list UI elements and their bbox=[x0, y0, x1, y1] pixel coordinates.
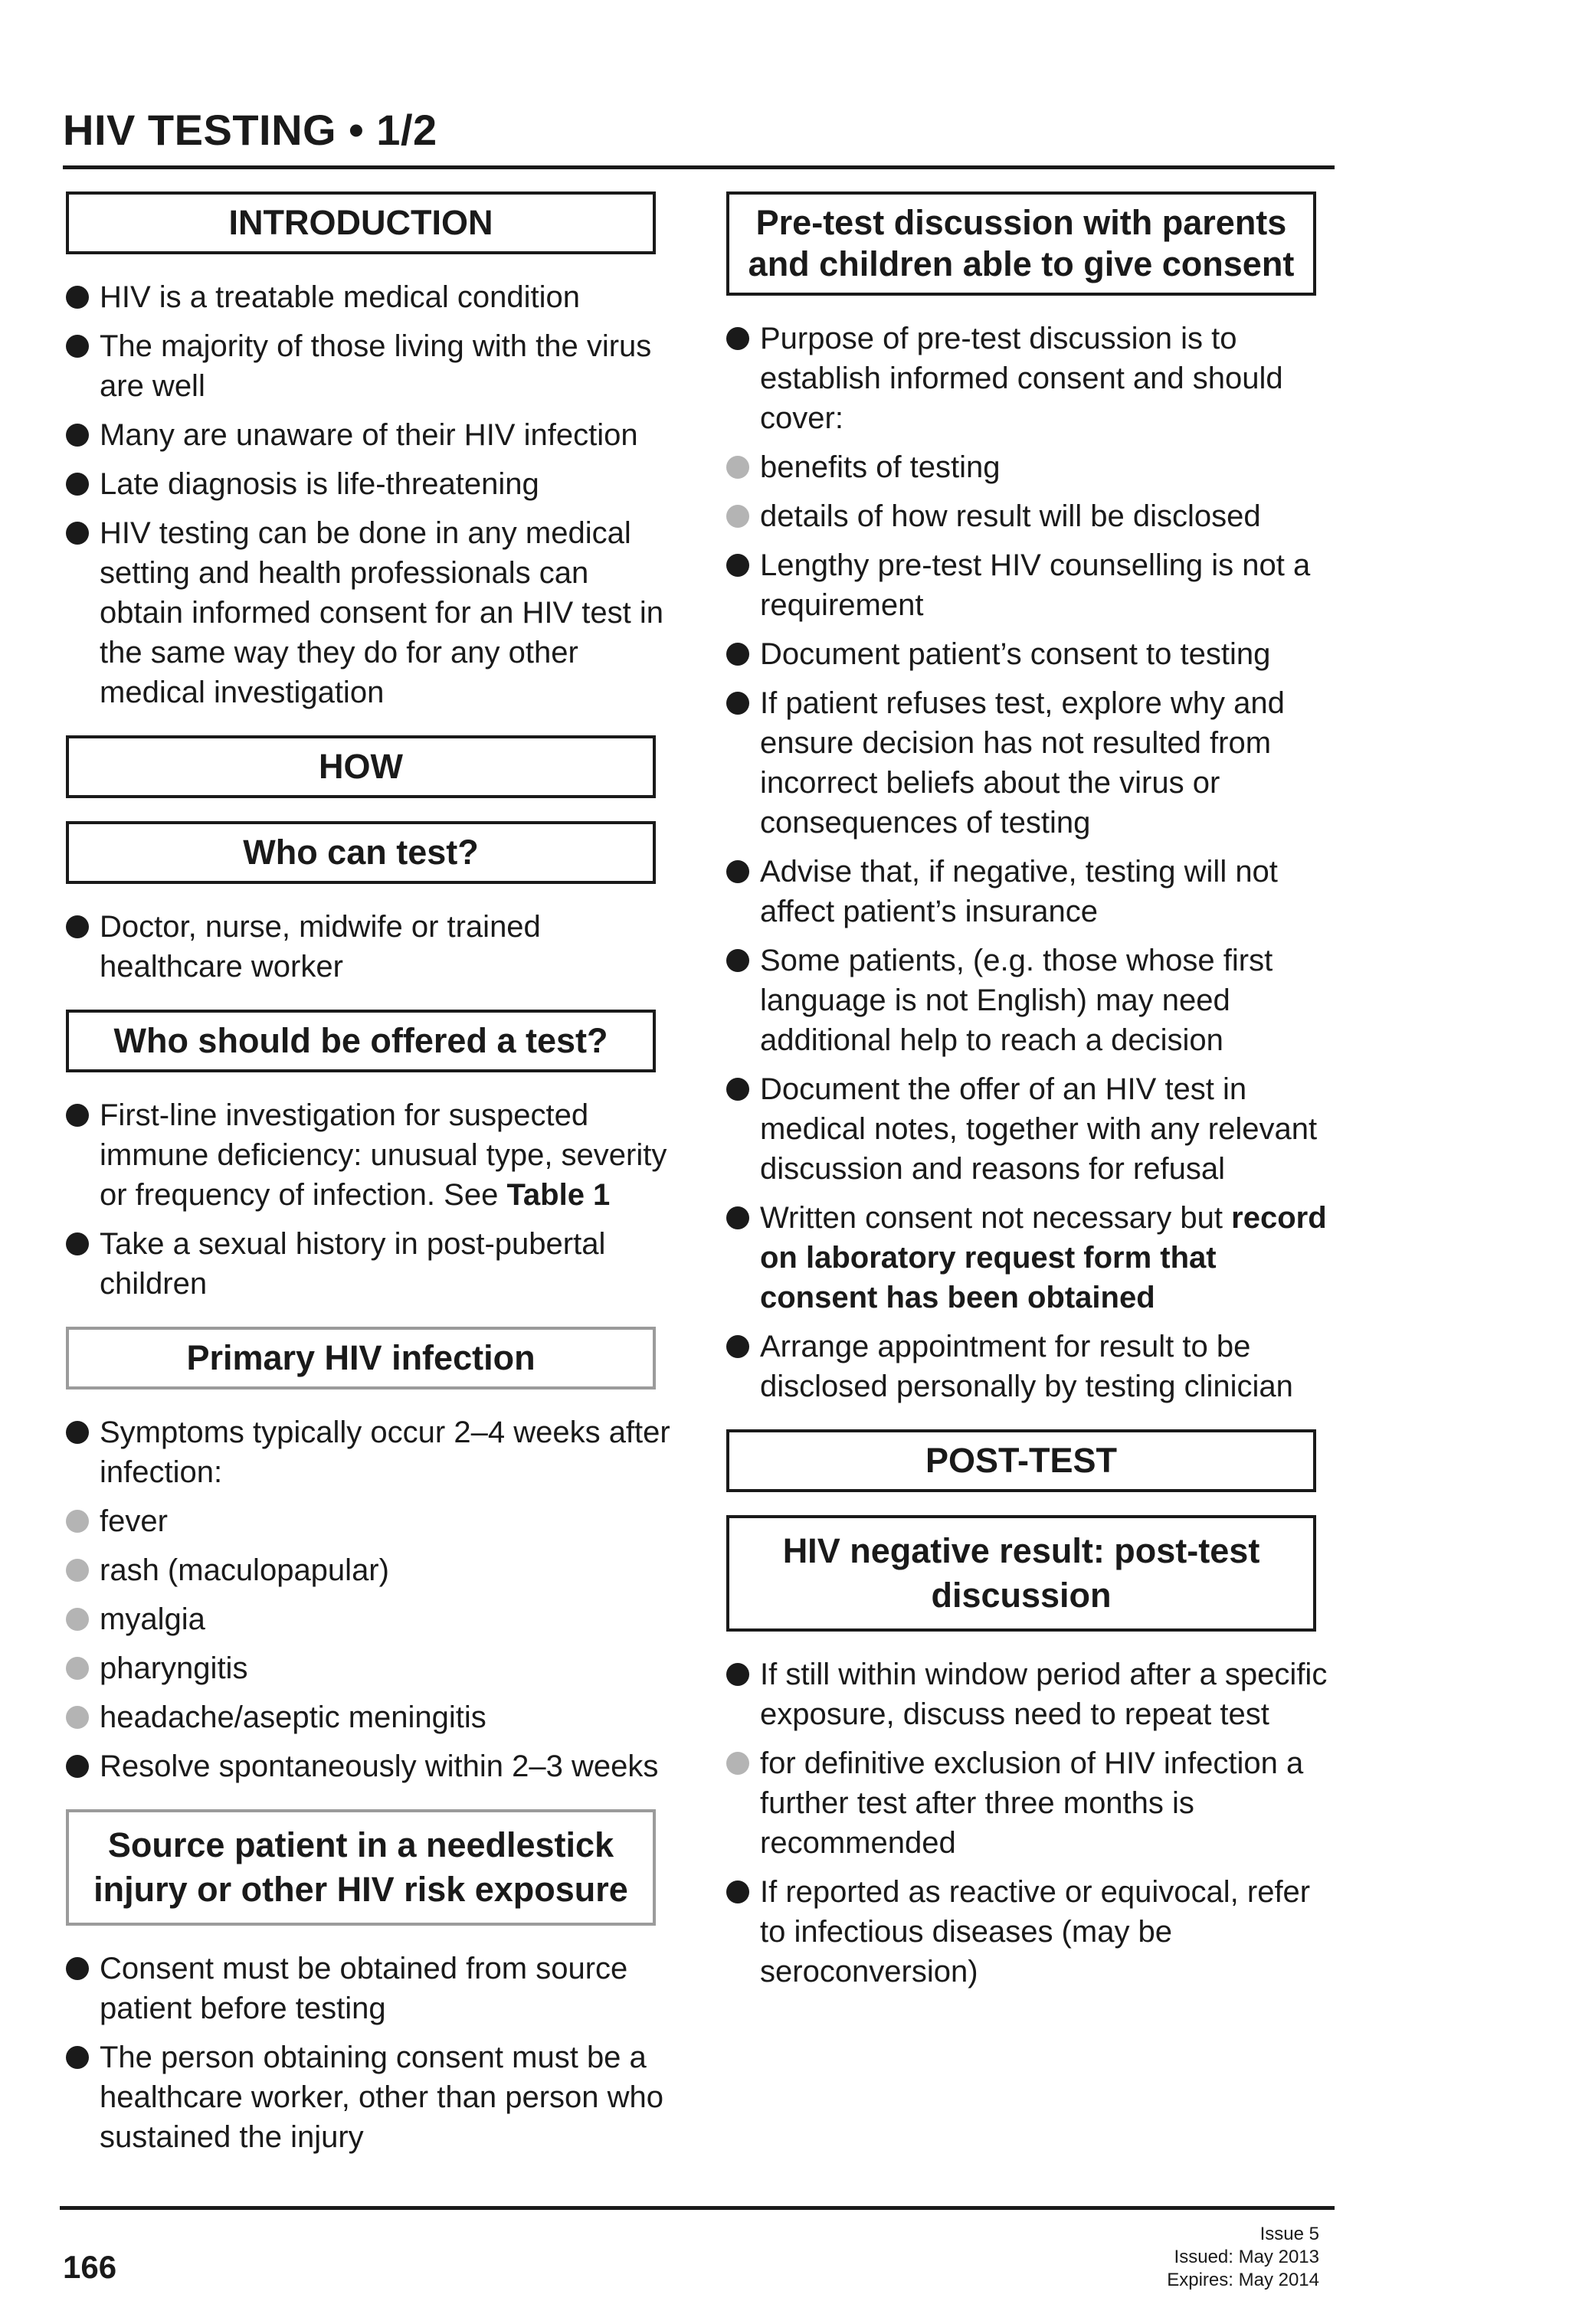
bullet-icon bbox=[66, 915, 89, 938]
bullet-icon bbox=[726, 1880, 749, 1903]
who-offered-list bbox=[66, 1095, 671, 1304]
list-item: Many are unaware of their HIV infection bbox=[66, 415, 671, 455]
who-can-test-heading: Who can test? bbox=[66, 821, 656, 884]
list-item: myalgia bbox=[66, 1599, 671, 1639]
issue-number: Issue 5 bbox=[1259, 2224, 1319, 2244]
expiry-date: Expires: May 2014 bbox=[1167, 2270, 1319, 2290]
bullet-icon bbox=[66, 424, 89, 447]
list-item: Take a sexual history in post-pubertal children bbox=[66, 1224, 671, 1304]
sub-bullet-icon bbox=[66, 1559, 89, 1582]
bullet-icon bbox=[726, 1335, 749, 1358]
bullet-icon bbox=[66, 1232, 89, 1255]
sub-bullet-icon bbox=[66, 1657, 89, 1680]
list-item: headache/aseptic meningitis bbox=[66, 1697, 671, 1737]
list-item: details of how result will be disclosed bbox=[726, 496, 1332, 536]
bullet-icon bbox=[66, 473, 89, 496]
bullet-icon bbox=[726, 1206, 749, 1229]
sub-bullet-icon bbox=[66, 1608, 89, 1631]
list-item: Written consent not necessary but record on laboratory request form that consent has been obtained bbox=[726, 1198, 1332, 1317]
page-title: HIV TESTING • 1/2 bbox=[63, 106, 437, 154]
bullet-icon bbox=[66, 1755, 89, 1778]
list-item: Advise that, if negative, testing will not affect patient’s insurance bbox=[726, 852, 1332, 931]
table-reference: Table 1 bbox=[506, 1178, 611, 1212]
primary-infection-list bbox=[66, 1412, 671, 1786]
source-patient-heading: Source patient in a needlestick injury or other HIV risk exposure bbox=[66, 1809, 656, 1926]
footer-divider bbox=[60, 2206, 1335, 2210]
bullet-icon bbox=[66, 2046, 89, 2069]
sub-bullet-icon bbox=[66, 1706, 89, 1729]
list-item: benefits of testing bbox=[726, 447, 1332, 487]
who-can-test-list bbox=[66, 907, 671, 987]
bullet-icon bbox=[66, 286, 89, 309]
right-column bbox=[726, 191, 1332, 2015]
list-item: for definitive exclusion of HIV infection a further test after three months is recommended bbox=[726, 1743, 1332, 1863]
who-offered-heading: Who should be offered a test? bbox=[66, 1010, 656, 1072]
pretest-list bbox=[726, 319, 1332, 1406]
pretest-heading: Pre-test discussion with parents and children able to give consent bbox=[726, 191, 1316, 296]
left-column bbox=[66, 191, 671, 2180]
list-item: The majority of those living with the virus are well bbox=[66, 326, 671, 406]
negative-result-list bbox=[726, 1655, 1332, 1992]
bullet-icon bbox=[66, 1957, 89, 1980]
sub-bullet-icon bbox=[66, 1510, 89, 1533]
list-item: pharyngitis bbox=[66, 1648, 671, 1688]
sub-bullet-icon bbox=[726, 456, 749, 479]
list-item: Late diagnosis is life-threatening bbox=[66, 464, 671, 504]
introduction-list bbox=[66, 277, 671, 712]
list-item: If still within window period after a specific exposure, discuss need to repeat test bbox=[726, 1655, 1332, 1734]
list-item: Resolve spontaneously within 2–3 weeks bbox=[66, 1746, 671, 1786]
source-patient-list bbox=[66, 1949, 671, 2157]
sub-bullet-icon bbox=[726, 505, 749, 528]
list-item: HIV testing can be done in any medical setting and health professionals can obtain informed consent for an HIV test in the same way they do for any other medical investigation bbox=[66, 513, 671, 712]
list-item: First-line investigation for suspected immune deficiency: unusual type, severity or frequency of infection. See Table 1 bbox=[66, 1095, 671, 1215]
negative-result-heading: HIV negative result: post-test discussion bbox=[726, 1515, 1316, 1632]
sub-bullet-icon bbox=[726, 1752, 749, 1775]
bullet-icon bbox=[726, 643, 749, 666]
emphasis-text: record on laboratory request form that consent has been obtained bbox=[760, 1201, 1327, 1314]
list-item: The person obtaining consent must be a healthcare worker, other than person who sustained the injury bbox=[66, 2038, 671, 2157]
list-item: Purpose of pre-test discussion is to establish informed consent and should cover: bbox=[726, 319, 1332, 438]
list-item: Symptoms typically occur 2–4 weeks after infection: bbox=[66, 1412, 671, 1492]
list-item: If patient refuses test, explore why and ensure decision has not resulted from incorrect beliefs about the virus or consequences of testing bbox=[726, 683, 1332, 843]
list-item: fever bbox=[66, 1501, 671, 1541]
bullet-icon bbox=[726, 692, 749, 715]
bullet-icon bbox=[66, 335, 89, 358]
list-item: Doctor, nurse, midwife or trained healthcare worker bbox=[66, 907, 671, 987]
list-item: If reported as reactive or equivocal, refer to infectious diseases (may be seroconversion) bbox=[726, 1872, 1332, 1992]
bullet-icon bbox=[726, 1078, 749, 1101]
how-heading: HOW bbox=[66, 735, 656, 798]
list-item: Lengthy pre-test HIV counselling is not a requirement bbox=[726, 545, 1332, 625]
list-item: Some patients, (e.g. those whose first language is not English) may need additional help to reach a decision bbox=[726, 941, 1332, 1060]
bullet-icon bbox=[726, 860, 749, 883]
page-header bbox=[63, 106, 1335, 169]
introduction-heading: INTRODUCTION bbox=[66, 191, 656, 254]
bullet-icon bbox=[726, 1663, 749, 1686]
list-item: Document patient’s consent to testing bbox=[726, 634, 1332, 674]
issue-info bbox=[1167, 2223, 1319, 2292]
bullet-icon bbox=[66, 1421, 89, 1444]
bullet-icon bbox=[726, 949, 749, 972]
posttest-heading: POST-TEST bbox=[726, 1429, 1316, 1492]
bullet-icon bbox=[726, 554, 749, 577]
bullet-icon bbox=[66, 522, 89, 545]
page-number: 166 bbox=[63, 2249, 117, 2285]
bullet-icon bbox=[726, 327, 749, 350]
primary-infection-heading: Primary HIV infection bbox=[66, 1327, 656, 1389]
list-item: Arrange appointment for result to be disclosed personally by testing clinician bbox=[726, 1327, 1332, 1406]
list-item: Consent must be obtained from source patient before testing bbox=[66, 1949, 671, 2028]
list-item: rash (maculopapular) bbox=[66, 1550, 671, 1590]
list-item: HIV is a treatable medical condition bbox=[66, 277, 671, 317]
list-item: Document the offer of an HIV test in medical notes, together with any relevant discussion and reasons for refusal bbox=[726, 1069, 1332, 1189]
bullet-icon bbox=[66, 1104, 89, 1127]
issued-date: Issued: May 2013 bbox=[1174, 2247, 1319, 2267]
